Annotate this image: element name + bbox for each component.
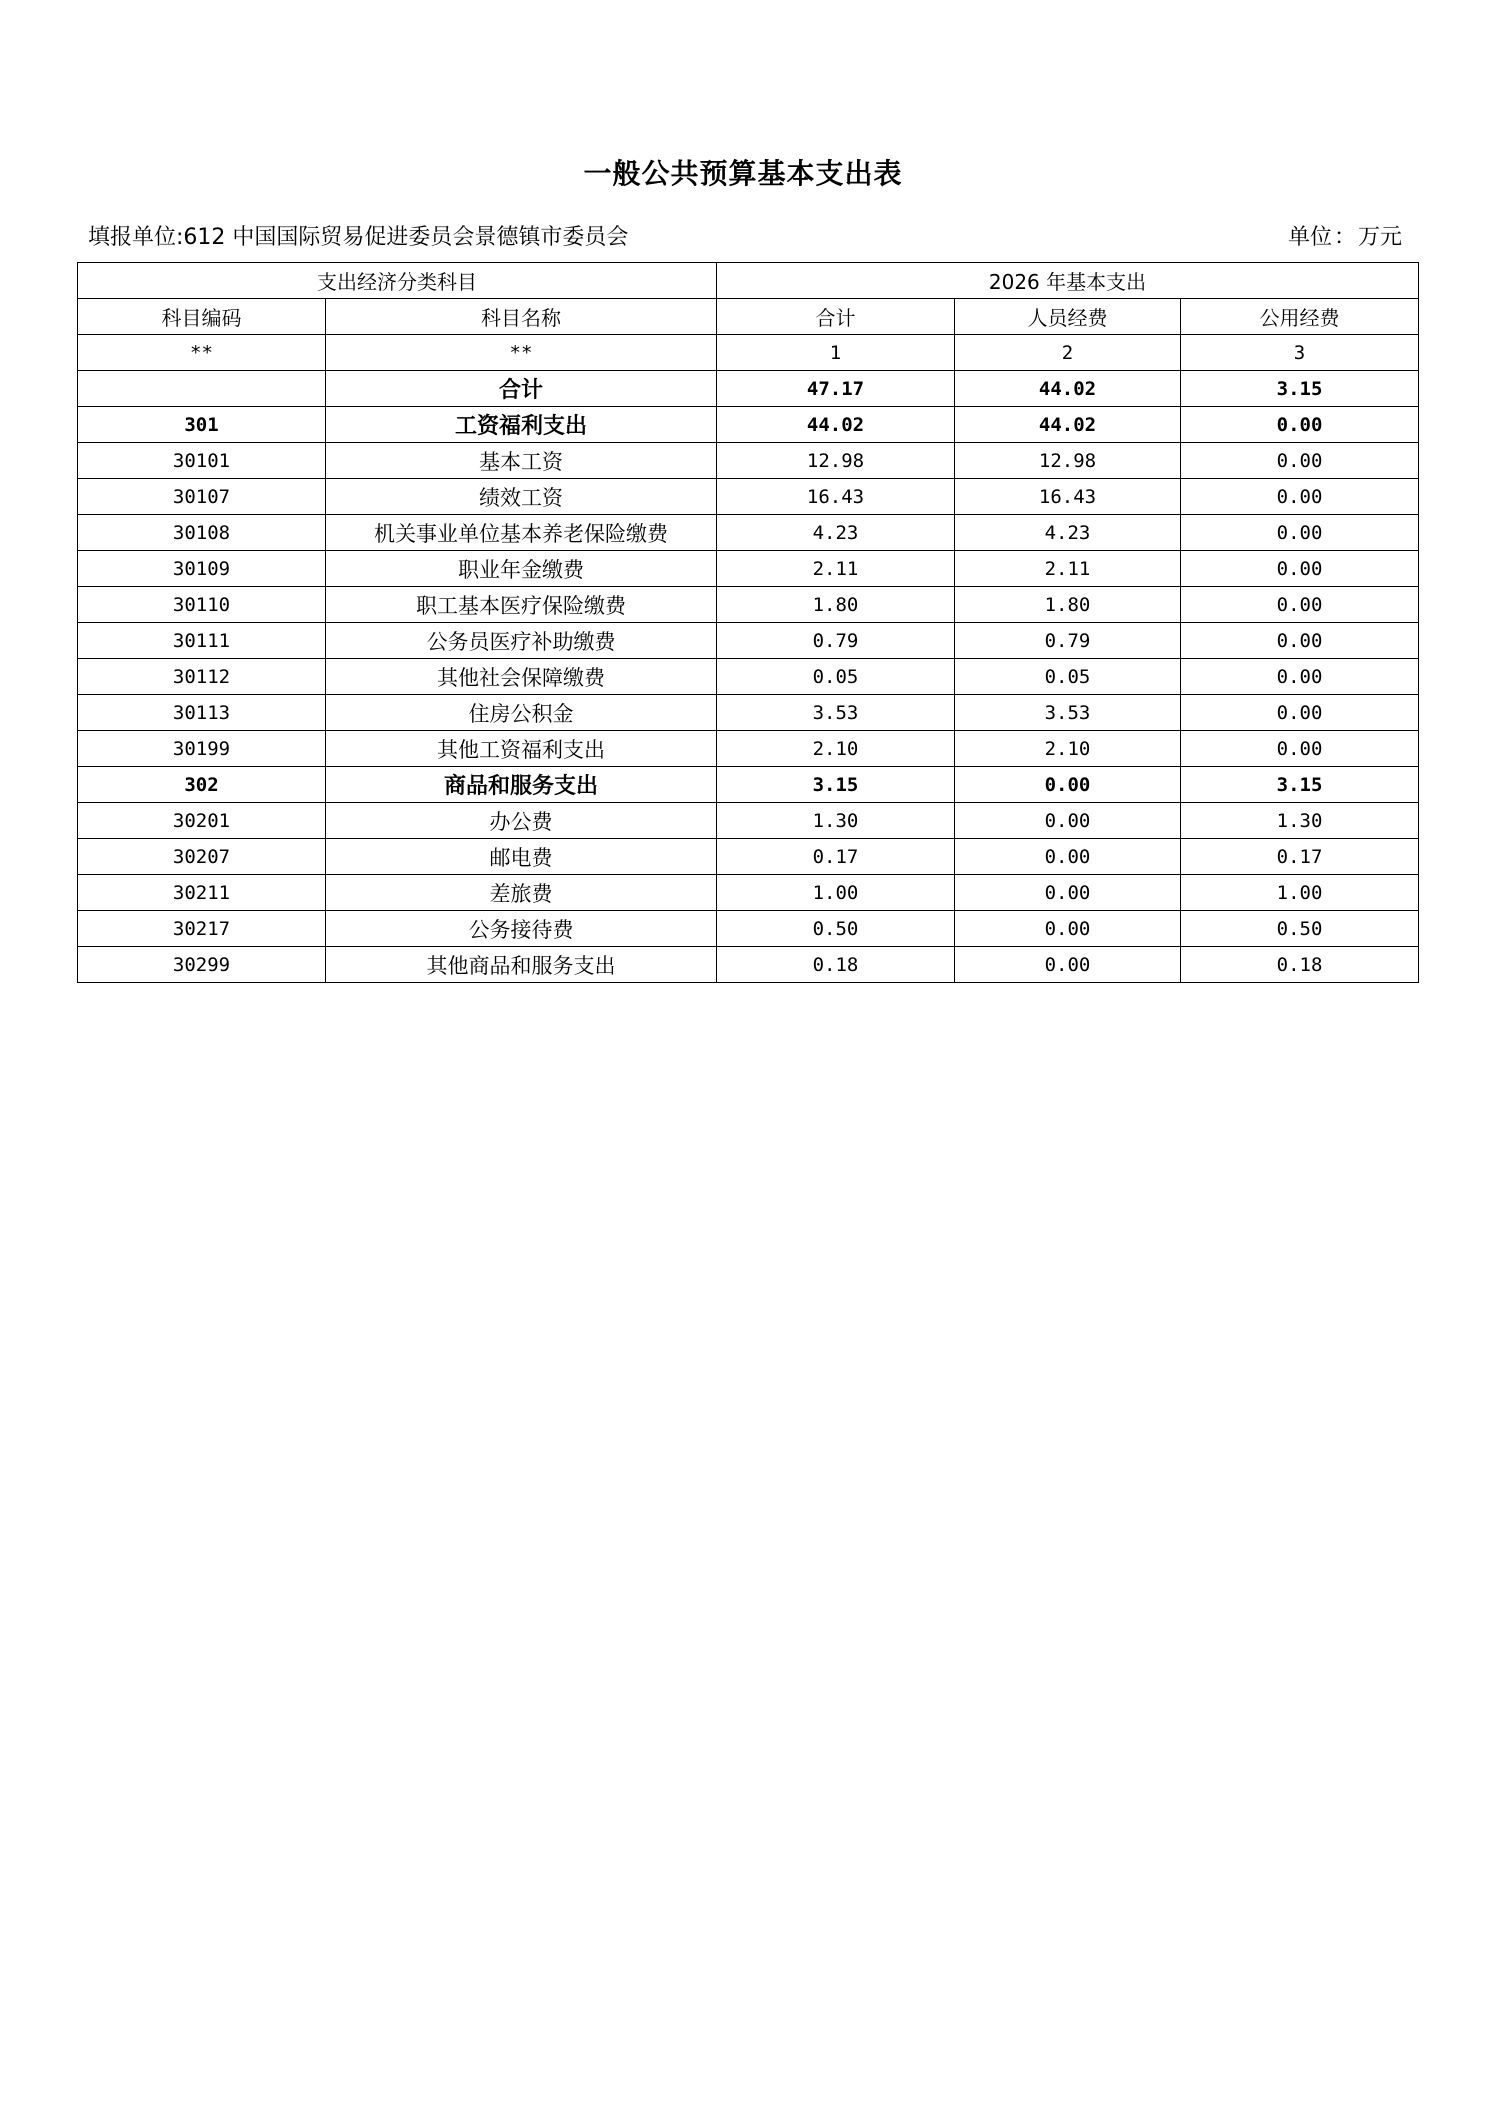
cell-code: 302 [78,767,326,803]
table-row [78,875,1419,911]
cell-personnel: 12.98 [955,443,1181,479]
cell-total: 4.23 [717,515,955,551]
index-cell-personnel: 2 [955,335,1181,371]
cell-name: 其他工资福利支出 [326,731,717,767]
cell-code: 30109 [78,551,326,587]
cell-public: 0.17 [1181,839,1419,875]
table-row [78,803,1419,839]
cell-code: 30101 [78,443,326,479]
cell-public: 0.00 [1181,623,1419,659]
index-cell-total: 1 [717,335,955,371]
group-header-row [78,263,1419,299]
cell-public: 1.30 [1181,803,1419,839]
group-header-classification: 支出经济分类科目 [78,263,717,299]
cell-personnel: 0.00 [955,875,1181,911]
cell-total: 12.98 [717,443,955,479]
cell-personnel: 3.53 [955,695,1181,731]
cell-code: 30211 [78,875,326,911]
index-cell-public: 3 [1181,335,1419,371]
cell-total: 0.50 [717,911,955,947]
cell-code: 30108 [78,515,326,551]
currency-value: 万元 [1357,225,1402,250]
cell-code: 30110 [78,587,326,623]
cell-name: 公务员医疗补助缴费 [326,623,717,659]
cell-code: 30299 [78,947,326,983]
currency-separator: ： [1333,225,1356,250]
cell-total: 2.10 [717,731,955,767]
index-cell-code: ** [78,335,326,371]
cell-public: 0.00 [1181,587,1419,623]
cell-code: 30201 [78,803,326,839]
currency-unit [1288,220,1402,251]
cell-public: 3.15 [1181,767,1419,803]
cell-public: 0.00 [1181,695,1419,731]
group-header-basic-expenditure: 2026 年基本支出 [717,263,1419,299]
column-header-public: 公用经费 [1181,299,1419,335]
cell-name: 合计 [326,371,717,407]
column-header-name: 科目名称 [326,299,717,335]
table-row [78,479,1419,515]
cell-public: 0.00 [1181,407,1419,443]
cell-public: 3.15 [1181,371,1419,407]
cell-total: 3.53 [717,695,955,731]
table-body [78,371,1419,983]
column-header-row [78,299,1419,335]
table-row [78,371,1419,407]
table-row [78,623,1419,659]
cell-personnel: 0.00 [955,911,1181,947]
cell-total: 1.00 [717,875,955,911]
table-row [78,407,1419,443]
cell-code: 30112 [78,659,326,695]
cell-code: 30113 [78,695,326,731]
table-row [78,767,1419,803]
cell-public: 0.50 [1181,911,1419,947]
cell-total: 16.43 [717,479,955,515]
budget-table [77,262,1419,983]
cell-public: 0.00 [1181,551,1419,587]
cell-code: 30217 [78,911,326,947]
cell-code [78,371,326,407]
cell-personnel: 0.00 [955,767,1181,803]
table-row [78,587,1419,623]
cell-name: 基本工资 [326,443,717,479]
cell-personnel: 0.00 [955,803,1181,839]
cell-code: 30207 [78,839,326,875]
cell-name: 其他社会保障缴费 [326,659,717,695]
cell-name: 商品和服务支出 [326,767,717,803]
table-row [78,911,1419,947]
cell-name: 邮电费 [326,839,717,875]
cell-name: 办公费 [326,803,717,839]
table-row [78,515,1419,551]
cell-total: 44.02 [717,407,955,443]
cell-name: 公务接待费 [326,911,717,947]
cell-name: 工资福利支出 [326,407,717,443]
table-row [78,443,1419,479]
currency-label: 单位 [1287,225,1332,250]
cell-name: 绩效工资 [326,479,717,515]
cell-personnel: 1.80 [955,587,1181,623]
cell-total: 0.17 [717,839,955,875]
index-row [78,335,1419,371]
cell-total: 2.11 [717,551,955,587]
cell-public: 0.18 [1181,947,1419,983]
cell-personnel: 2.11 [955,551,1181,587]
cell-code: 30199 [78,731,326,767]
cell-public: 0.00 [1181,515,1419,551]
column-header-total: 合计 [717,299,955,335]
cell-total: 1.30 [717,803,955,839]
page-title: 一般公共预算基本支出表 [583,157,903,190]
cell-name: 差旅费 [326,875,717,911]
cell-personnel: 16.43 [955,479,1181,515]
cell-personnel: 2.10 [955,731,1181,767]
cell-total: 47.17 [717,371,955,407]
column-header-personnel: 人员经费 [955,299,1181,335]
cell-code: 30107 [78,479,326,515]
cell-public: 0.00 [1181,479,1419,515]
cell-name: 机关事业单位基本养老保险缴费 [326,515,717,551]
cell-code: 30111 [78,623,326,659]
table-head [78,263,1419,371]
reporting-unit: 填报单位:612 中国国际贸易促进委员会景德镇市委员会 [88,225,629,250]
table-row [78,947,1419,983]
table-row [78,731,1419,767]
column-header-code: 科目编码 [78,299,326,335]
index-cell-name: ** [326,335,717,371]
cell-code: 301 [78,407,326,443]
cell-personnel: 0.79 [955,623,1181,659]
cell-personnel: 44.02 [955,407,1181,443]
cell-public: 0.00 [1181,659,1419,695]
table-row [78,551,1419,587]
cell-public: 0.00 [1181,731,1419,767]
cell-personnel: 0.00 [955,839,1181,875]
cell-total: 0.79 [717,623,955,659]
table-row [78,659,1419,695]
cell-total: 0.18 [717,947,955,983]
cell-name: 职业年金缴费 [326,551,717,587]
cell-personnel: 4.23 [955,515,1181,551]
cell-name: 其他商品和服务支出 [326,947,717,983]
cell-total: 1.80 [717,587,955,623]
cell-personnel: 0.00 [955,947,1181,983]
cell-name: 职工基本医疗保险缴费 [326,587,717,623]
cell-total: 0.05 [717,659,955,695]
cell-public: 0.00 [1181,443,1419,479]
cell-total: 3.15 [717,767,955,803]
cell-name: 住房公积金 [326,695,717,731]
table-row [78,839,1419,875]
cell-public: 1.00 [1181,875,1419,911]
cell-personnel: 0.05 [955,659,1181,695]
cell-personnel: 44.02 [955,371,1181,407]
table-row [78,695,1419,731]
